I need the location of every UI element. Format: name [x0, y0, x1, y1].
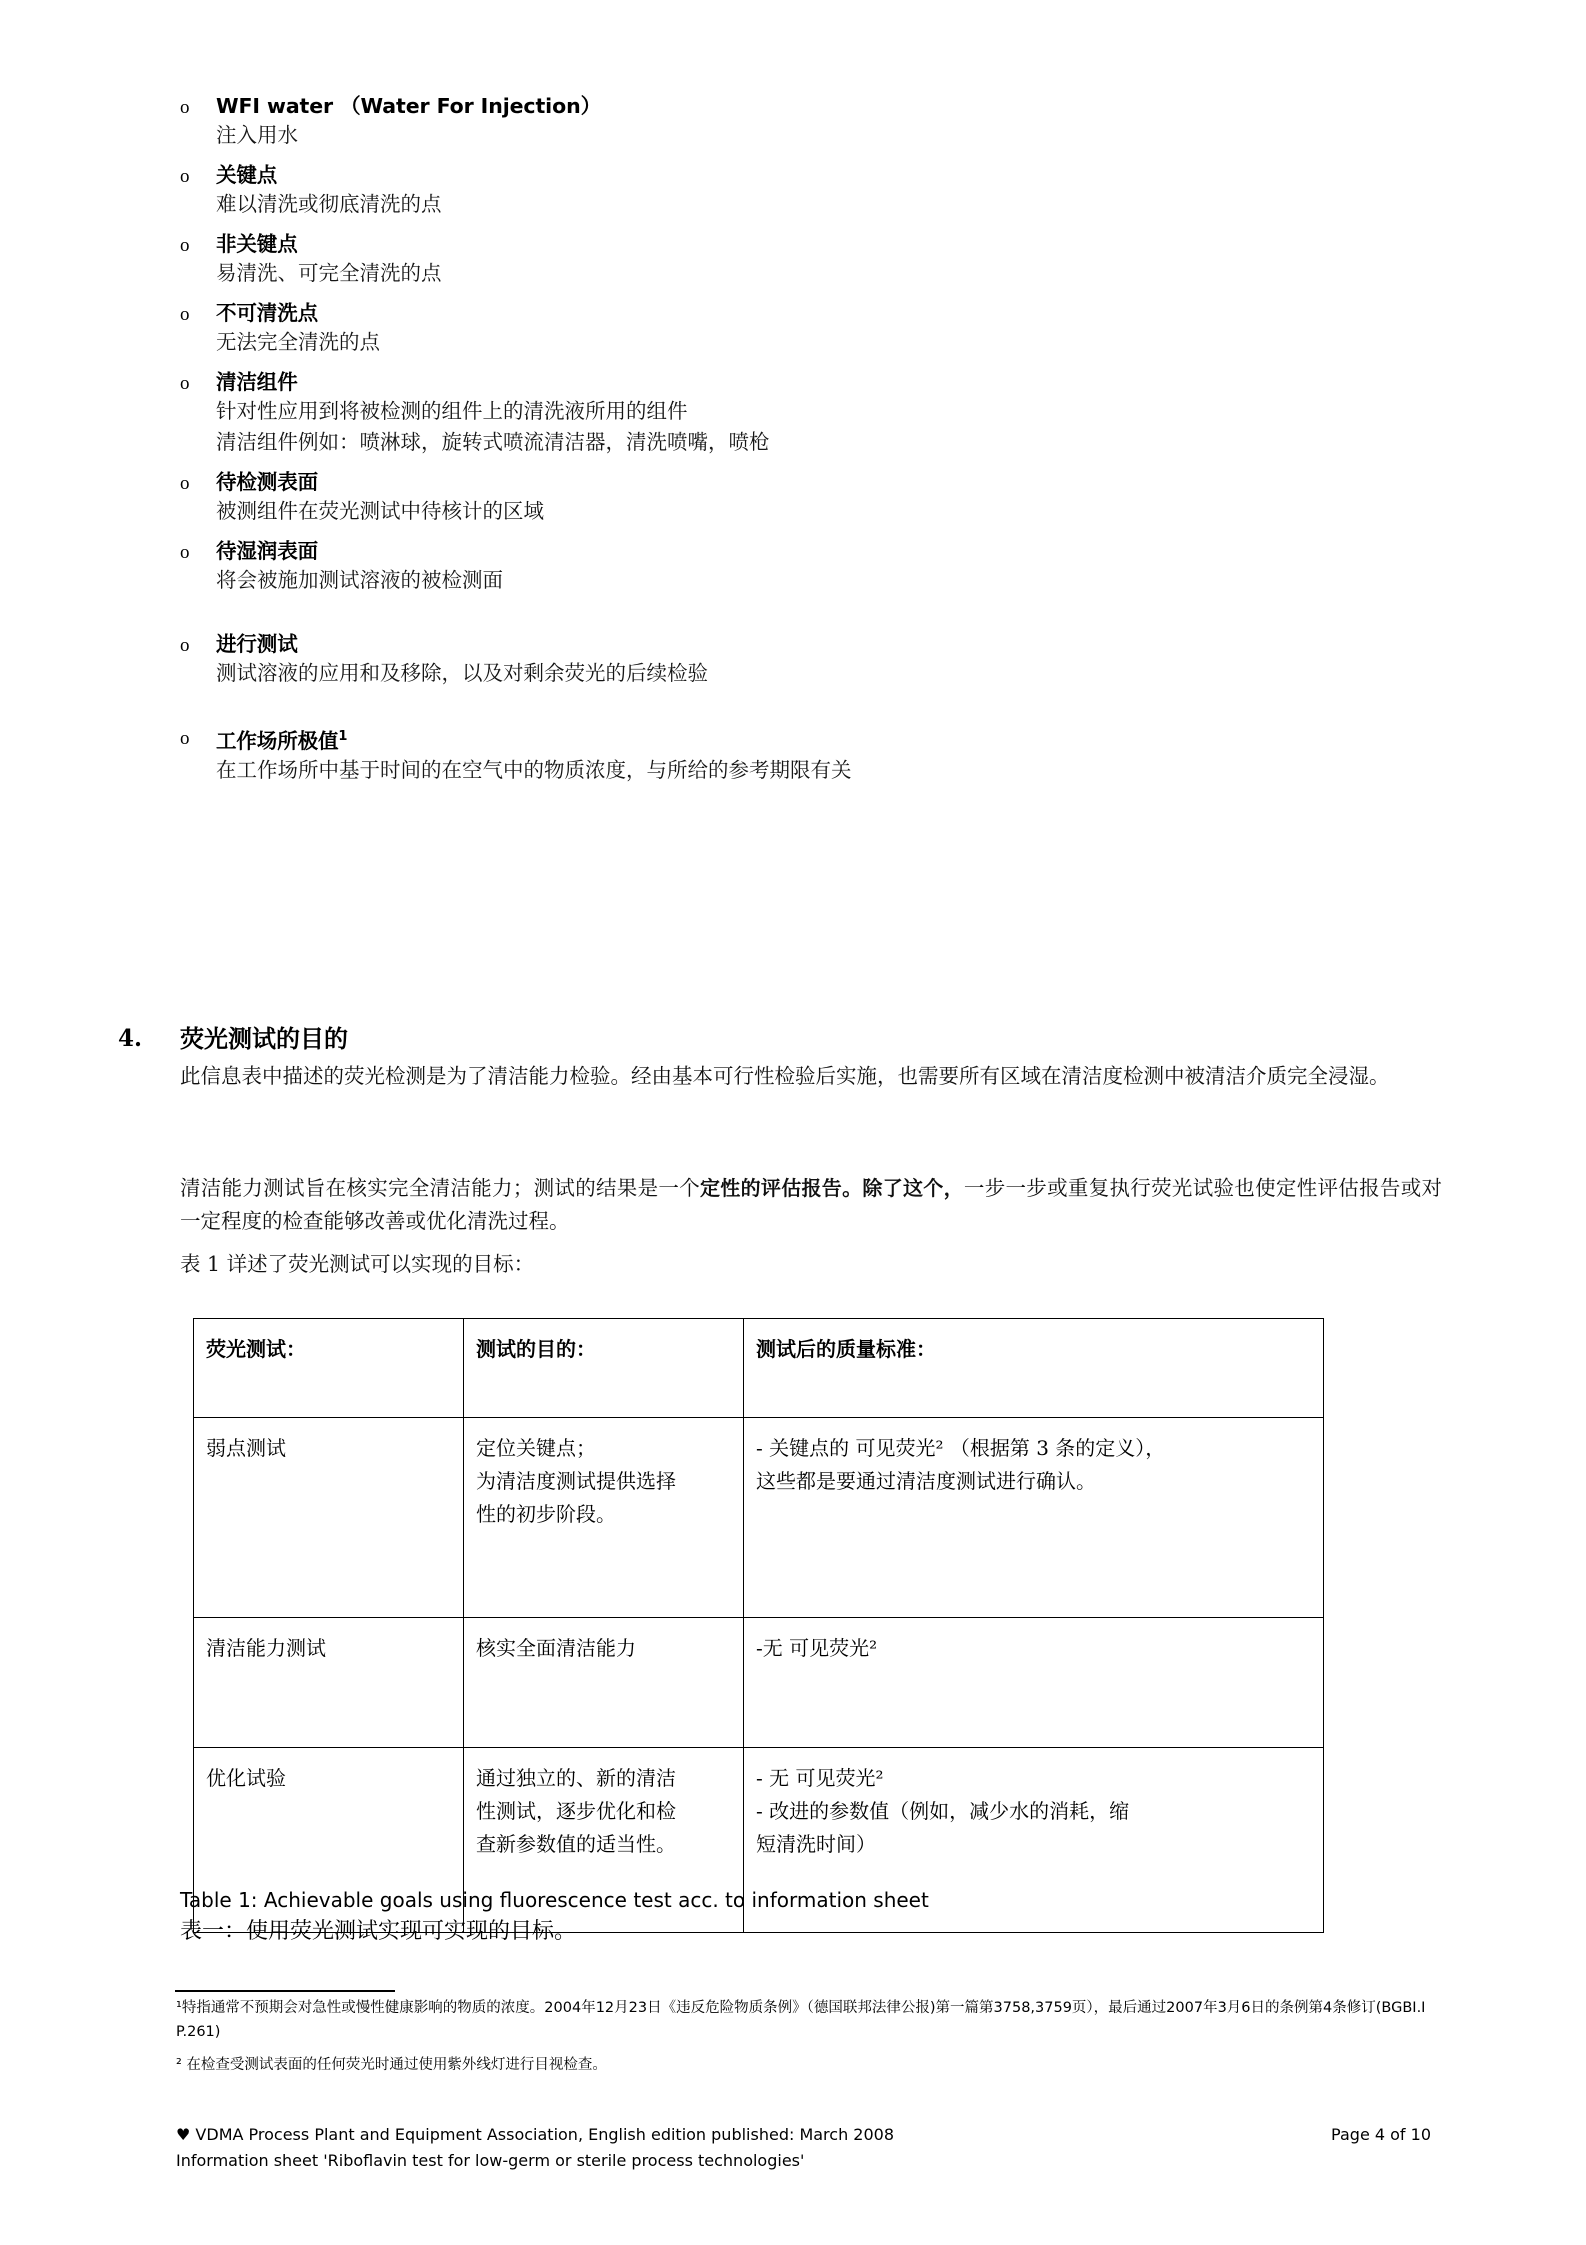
- definition-term: [216, 468, 1430, 496]
- definition-body: [216, 299, 1430, 358]
- definition-description: 被测组件在荧光测试中待核计的区域: [216, 499, 544, 523]
- definition-item: [180, 368, 1430, 458]
- paragraph-second-part-b: 定性的评估报告。除了这个，: [700, 1176, 964, 1200]
- table-cell-purpose: [464, 1418, 744, 1618]
- table-cell-line: 性的初步阶段。: [476, 1502, 616, 1526]
- table-cell-line: 通过独立的、新的清洁: [476, 1766, 676, 1790]
- bullet-icon: o: [180, 728, 190, 749]
- section-number: 4.: [118, 1025, 143, 1052]
- table-cell-criteria: [744, 1418, 1324, 1618]
- definition-term-text: 关键点: [216, 163, 278, 187]
- definition-term-text: 非关键点: [216, 232, 298, 256]
- bullet-icon: o: [180, 542, 190, 563]
- definition-item: [180, 230, 1430, 289]
- definition-term-text: 待检测表面: [216, 470, 318, 494]
- paragraph-second-part-c: 一步一步或重复执行荧光试验也使定性评估报告或对一定程度的检查能够改善或优化清洗过程。: [180, 1176, 1443, 1233]
- definition-term: [216, 537, 1430, 565]
- definition-list: [180, 92, 1430, 796]
- page-footer-line-1: ♥ VDMA Process Plant and Equipment Association, English edition published: March 2008: [176, 2125, 895, 2144]
- bullet-icon: o: [180, 235, 190, 256]
- table-header-row: [194, 1319, 1324, 1418]
- table-body: [194, 1418, 1324, 1933]
- page-footer: [176, 2122, 1431, 2174]
- table-caption-chinese: 表一：使用荧光测试实现可实现的目标。: [180, 1919, 577, 1944]
- bullet-icon: o: [180, 635, 190, 656]
- definition-term-text: 进行测试: [216, 632, 298, 656]
- definition-term-text: 不可清洗点: [216, 301, 318, 325]
- table-cell-line: 查新参数值的适当性。: [476, 1832, 676, 1856]
- footnote-marker: 1: [338, 729, 348, 744]
- definition-item: [180, 630, 1430, 689]
- definition-description: 将会被施加测试溶液的被检测面: [216, 568, 503, 592]
- table-cell-line: - 改进的参数值（例如，减少水的消耗，缩: [756, 1799, 1130, 1823]
- definition-term-text: 待湿润表面: [216, 539, 318, 563]
- table-cell-line: - 无 可见荧光²: [756, 1766, 884, 1790]
- definition-body: [216, 537, 1430, 596]
- page-footer-text: [176, 2122, 894, 2174]
- definition-term-text: WFI water （Water For Injection）: [216, 94, 601, 118]
- definition-item: [180, 468, 1430, 527]
- definition-term: [216, 230, 1430, 258]
- footnotes: [176, 1996, 1431, 2086]
- page-footer-line-2: Information sheet 'Riboflavin test for low-germ or sterile process technologies': [176, 2151, 805, 2170]
- definition-term: [216, 368, 1430, 396]
- table-header-purpose: 测试的目的：: [464, 1319, 744, 1418]
- table-caption-english: Table 1: Achievable goals using fluorescence test acc. to information sheet: [180, 1888, 929, 1912]
- table-row: [194, 1618, 1324, 1748]
- section-heading: [118, 1022, 1448, 1056]
- table-cell-line: 为清洁度测试提供选择: [476, 1469, 676, 1493]
- bullet-icon: o: [180, 304, 190, 325]
- bullet-icon: o: [180, 166, 190, 187]
- definition-description: 无法完全清洗的点: [216, 330, 380, 354]
- table-row: [194, 1418, 1324, 1618]
- table-cell-line: 这些都是要通过清洁度测试进行确认。: [756, 1469, 1096, 1493]
- definition-term: [216, 723, 1430, 755]
- table-cell-line: 核实全面清洁能力: [476, 1636, 636, 1660]
- paragraph-second: [180, 1172, 1442, 1238]
- definition-description: 注入用水: [216, 123, 298, 147]
- definition-item: [180, 92, 1430, 151]
- definition-description: 针对性应用到将被检测的组件上的清洗液所用的组件: [216, 399, 688, 423]
- definition-item: [180, 723, 1430, 786]
- bullet-icon: o: [180, 473, 190, 494]
- table-header-criteria: 测试后的质量标准：: [744, 1319, 1324, 1418]
- definition-body: [216, 468, 1430, 527]
- definition-body: [216, 161, 1430, 220]
- definition-item: [180, 161, 1430, 220]
- achievable-goals-table: [193, 1318, 1324, 1933]
- footnote-2: ² 在检查受测试表面的任何荧光时通过使用紫外线灯进行目视检查。: [176, 2057, 607, 2073]
- table-cell-line: -无 可见荧光²: [756, 1636, 878, 1660]
- page-number: Page 4 of 10: [1331, 2125, 1431, 2144]
- definition-item: [180, 299, 1430, 358]
- definition-body: [216, 92, 1430, 151]
- table-cell-line: - 关键点的 可见荧光² （根据第 3 条的定义），: [756, 1436, 1166, 1460]
- definition-body: [216, 368, 1430, 458]
- footnote-separator: [175, 1990, 395, 1992]
- table-caption: [180, 1886, 1380, 1948]
- table-cell-test: 弱点测试: [194, 1418, 464, 1618]
- definition-body: [216, 723, 1430, 786]
- table-cell-purpose: [464, 1618, 744, 1748]
- definition-body: [216, 630, 1430, 689]
- definition-term: [216, 92, 1430, 120]
- definition-term: [216, 299, 1430, 327]
- definition-term: [216, 630, 1430, 658]
- table-header-test: 荧光测试：: [194, 1319, 464, 1418]
- paragraph-second-part-a: 清洁能力测试旨在核实完全清洁能力；测试的结果是一个: [180, 1176, 700, 1200]
- definition-description: 难以清洗或彻底清洗的点: [216, 192, 442, 216]
- table-cell-line: 短清洗时间）: [756, 1832, 876, 1856]
- footnote-1: ¹特指通常不预期会对急性或慢性健康影响的物质的浓度。2004年12月23日《违反危险物质条例》（德国联邦法律公报)第一篇第3758,3759页），最后通过2007年3月6日的条例第4条修订(BGBI.I P.261): [176, 2000, 1426, 2040]
- table-cell-criteria: [744, 1618, 1324, 1748]
- definition-description: 测试溶液的应用和及移除，以及对剩余荧光的后续检验: [216, 661, 708, 685]
- definition-description: 在工作场所中基于时间的在空气中的物质浓度，与所给的参考期限有关: [216, 757, 852, 782]
- definition-term: [216, 161, 1430, 189]
- table-cell-test: 清洁能力测试: [194, 1618, 464, 1748]
- bullet-icon: o: [180, 97, 190, 118]
- definition-description: 清洁组件例如：喷淋球，旋转式喷流清洁器，清洗喷嘴，喷枪: [216, 430, 770, 454]
- table-cell-line: 性测试，逐步优化和检: [476, 1799, 676, 1823]
- definition-term-text: 清洁组件: [216, 370, 298, 394]
- definition-item: [180, 537, 1430, 596]
- paragraph-intro: 此信息表中描述的荧光检测是为了清洁能力检验。经由基本可行性检验后实施，也需要所有区域在清洁度检测中被清洁介质完全浸湿。: [180, 1064, 1390, 1088]
- table-cell-test: 优化试验: [194, 1748, 464, 1933]
- definition-description: 易清洗、可完全清洗的点: [216, 261, 442, 285]
- bullet-icon: o: [180, 373, 190, 394]
- definition-term-text: 工作场所极值: [216, 728, 339, 753]
- paragraph-third: 表 1 详述了荧光测试可以实现的目标：: [180, 1252, 535, 1276]
- section-title: 荧光测试的目的: [180, 1025, 348, 1053]
- table-cell-line: 定位关键点；: [476, 1436, 596, 1460]
- definition-body: [216, 230, 1430, 289]
